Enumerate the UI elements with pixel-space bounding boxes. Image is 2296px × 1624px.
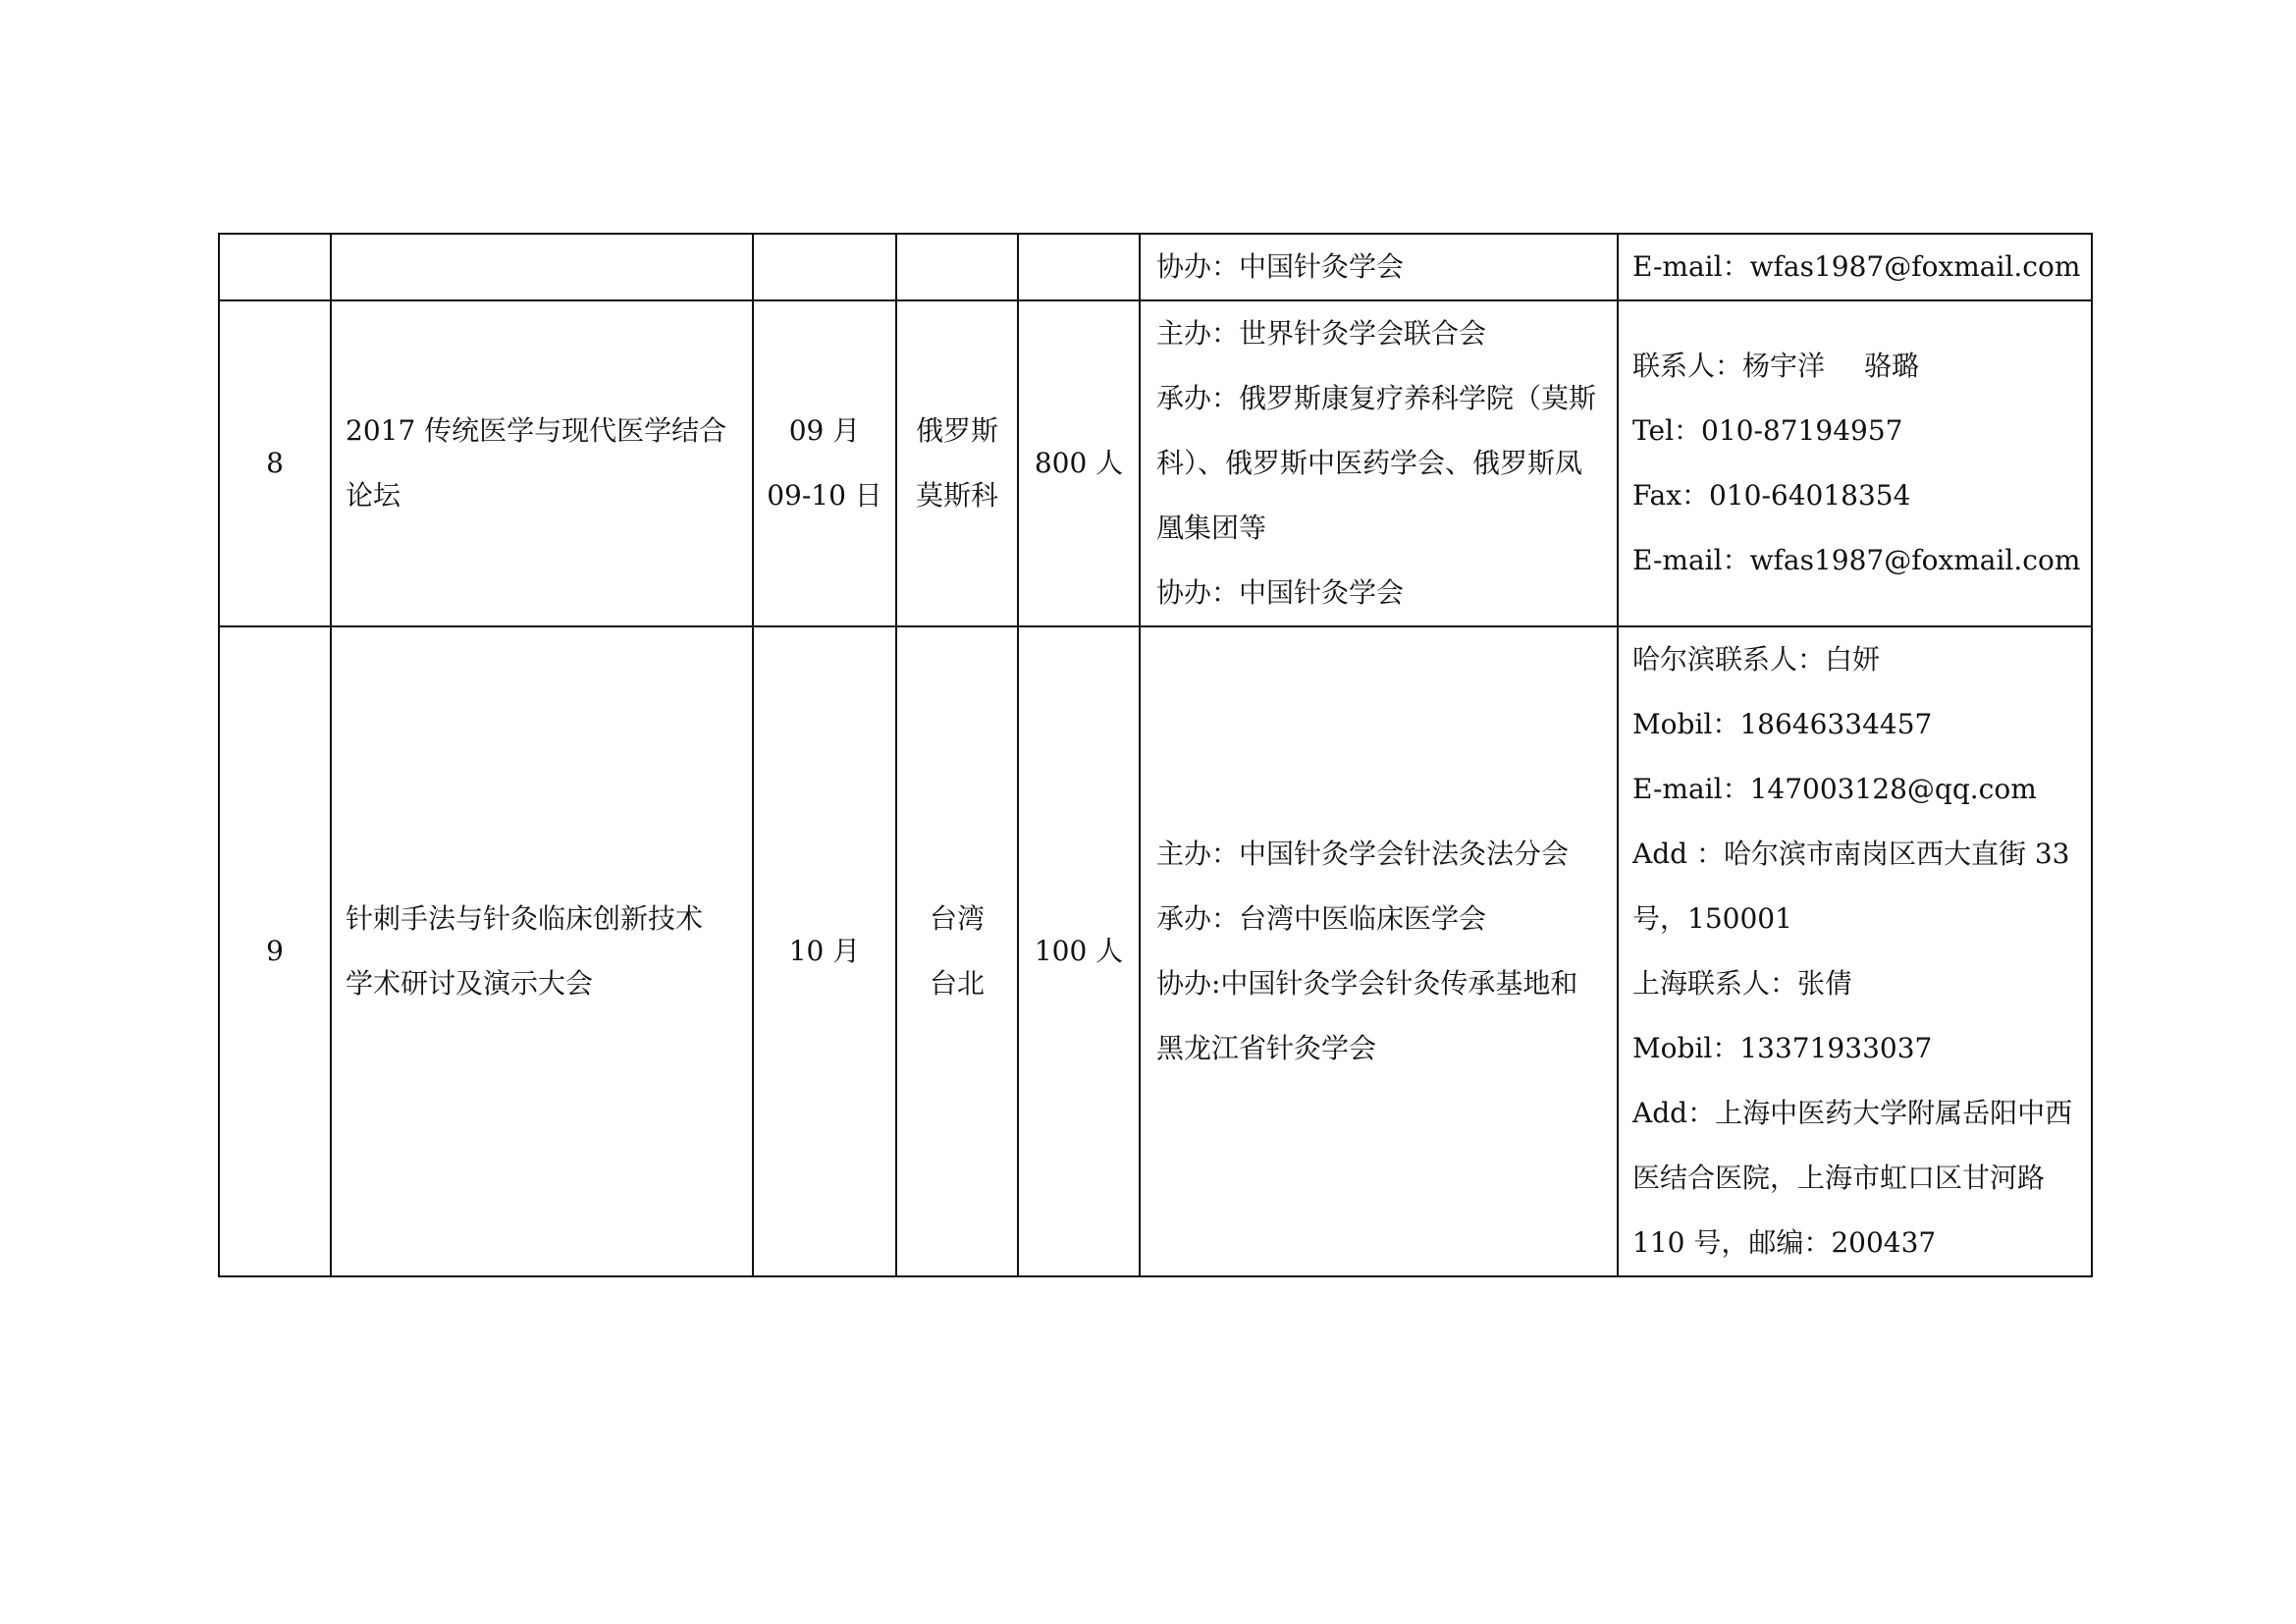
cell-place xyxy=(896,300,1018,626)
contact-line: 号，150001 xyxy=(1632,902,1792,935)
contact-line: 上海联系人：张倩 xyxy=(1632,967,1853,1000)
contact-line: Add：上海中医药大学附属岳阳中西 xyxy=(1632,1097,2073,1129)
cell-name xyxy=(331,234,753,300)
contact-line: Mobil：18646334457 xyxy=(1632,708,1933,740)
event-name-line: 针刺手法与针灸临床创新技术 xyxy=(346,902,704,935)
contact-line: 医结合医院，上海市虹口区甘河路 xyxy=(1632,1162,2046,1194)
contact-line: Add ：哈尔滨市南岗区西大直街 33 xyxy=(1632,838,2070,870)
cell-contact xyxy=(1618,234,2092,300)
cell-date xyxy=(753,300,896,626)
event-place-line: 台湾 xyxy=(929,902,985,935)
contact-line: 哈尔滨联系人：白妍 xyxy=(1632,643,1881,676)
event-scale: 800 人 xyxy=(1034,447,1124,479)
cell-organizer xyxy=(1140,300,1618,626)
cell-place xyxy=(896,234,1018,300)
event-name-line: 2017 传统医学与现代医学结合 xyxy=(346,414,727,447)
event-name-line: 论坛 xyxy=(346,479,401,512)
event-date-line: 09-10 日 xyxy=(767,479,882,512)
organizer-line: 协办：中国针灸学会 xyxy=(1156,250,1405,283)
event-table xyxy=(218,233,2093,1277)
cell-name xyxy=(331,626,753,1276)
contact-line: E-mail：147003128@qq.com xyxy=(1632,773,2037,805)
cell-no xyxy=(219,234,331,300)
event-name-line: 学术研讨及演示大会 xyxy=(346,967,594,1000)
organizer-line: 主办：中国针灸学会针法灸法分会 xyxy=(1156,838,1570,870)
organizer-line: 凰集团等 xyxy=(1156,512,1267,544)
organizer-line: 协办：中国针灸学会 xyxy=(1156,576,1405,609)
event-date-line: 09 月 xyxy=(788,414,861,447)
cell-scale xyxy=(1018,234,1140,300)
table-row xyxy=(219,300,2092,626)
cell-organizer xyxy=(1140,626,1618,1276)
cell-contact xyxy=(1618,626,2092,1276)
contact-line: 110 号，邮编：200437 xyxy=(1632,1226,1937,1259)
organizer-line: 科）、俄罗斯中医药学会、俄罗斯凤 xyxy=(1156,447,1583,479)
event-place-line: 台北 xyxy=(929,967,985,1000)
cell-date xyxy=(753,234,896,300)
cell-scale xyxy=(1018,626,1140,1276)
cell-place xyxy=(896,626,1018,1276)
row-number: 8 xyxy=(266,447,284,479)
cell-no xyxy=(219,300,331,626)
contact-person: 联系人：杨宇洋 xyxy=(1632,350,1826,382)
contact-person-2: 骆璐 xyxy=(1864,350,1920,382)
organizer-line: 主办：世界针灸学会联合会 xyxy=(1156,317,1487,350)
row-number: 9 xyxy=(266,935,284,967)
table-row-continuation xyxy=(219,234,2092,300)
cell-name xyxy=(331,300,753,626)
contact-line: E-mail：wfas1987@foxmail.com xyxy=(1632,250,2081,283)
cell-scale xyxy=(1018,300,1140,626)
contact-line: Tel：010-87194957 xyxy=(1632,414,1903,447)
cell-contact xyxy=(1618,300,2092,626)
cell-date xyxy=(753,626,896,1276)
organizer-line: 黑龙江省针灸学会 xyxy=(1156,1032,1377,1064)
cell-organizer xyxy=(1140,234,1618,300)
event-date-line: 10 月 xyxy=(788,935,861,967)
contact-line xyxy=(1632,334,2081,399)
event-place-line: 莫斯科 xyxy=(915,479,998,512)
organizer-line: 承办：俄罗斯康复疗养科学院（莫斯 xyxy=(1156,382,1597,414)
organizer-line: 协办:中国针灸学会针灸传承基地和 xyxy=(1156,967,1578,1000)
contact-line: E-mail：wfas1987@foxmail.com xyxy=(1632,544,2081,576)
event-scale: 100 人 xyxy=(1034,935,1124,967)
table-row xyxy=(219,626,2092,1276)
cell-no xyxy=(219,626,331,1276)
organizer-line: 承办：台湾中医临床医学会 xyxy=(1156,902,1487,935)
event-place-line: 俄罗斯 xyxy=(915,414,998,447)
contact-line: Fax：010-64018354 xyxy=(1632,479,1911,512)
contact-line: Mobil：13371933037 xyxy=(1632,1032,1933,1064)
